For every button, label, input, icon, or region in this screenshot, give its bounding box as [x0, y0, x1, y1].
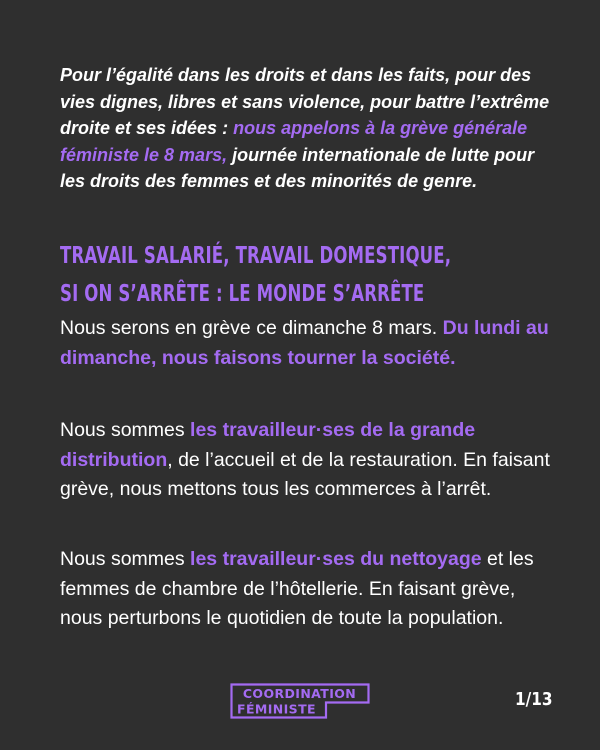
paragraph-retail-workers	[60, 416, 550, 505]
paragraph-highlight: les travailleur·ses du nettoyage	[190, 548, 482, 570]
coordination-feministe-logo	[230, 683, 370, 719]
intro-text-2: journée internationale de lutte pour les droits des femmes et des minorités de genre.	[60, 144, 535, 191]
paragraph-text: Nous sommes	[60, 548, 191, 570]
paragraph-sunday-strike	[60, 314, 550, 373]
intro-paragraph	[60, 62, 550, 195]
paragraph-highlight: les travailleur·ses de la grande distribution	[60, 419, 476, 471]
headline-line-1: TRAVAIL SALARIÉ, TRAVAIL DOMESTIQUE,	[60, 243, 452, 269]
page-indicator: 1/13	[515, 689, 553, 710]
headline-line-2: SI ON S’ARRÊTE : LE MONDE S’ARRÊTE	[60, 281, 425, 307]
paragraph-highlight: Du lundi au dimanche, nous faisons tourner la société.	[60, 317, 549, 369]
intro-highlight: nous appelons à la grève générale féministe le 8 mars,	[60, 118, 528, 165]
intro-text-1: Pour l’égalité dans les droits et dans les faits, pour des vies dignes, libres et sans violence, pour battre l’extrême droite et ses idées :	[60, 65, 550, 138]
paragraph-text: Nous serons en grève ce dimanche 8 mars.	[60, 317, 443, 339]
paragraph-text: et les femmes de chambre de l’hôtellerie. En faisant grève, nous perturbons le quotidien de toute la population.	[60, 548, 534, 629]
logo-text-line-1: COORDINATION	[242, 686, 357, 702]
section-headline	[60, 237, 452, 313]
paragraph-text: Nous sommes	[60, 419, 191, 441]
paragraph-text: , de l’accueil et de la restauration. En faisant grève, nous mettons tous les commerces à l’arrêt.	[60, 448, 550, 500]
logo-text-line-2: FÉMINISTE	[237, 701, 316, 717]
paragraph-cleaning-workers	[60, 545, 550, 634]
